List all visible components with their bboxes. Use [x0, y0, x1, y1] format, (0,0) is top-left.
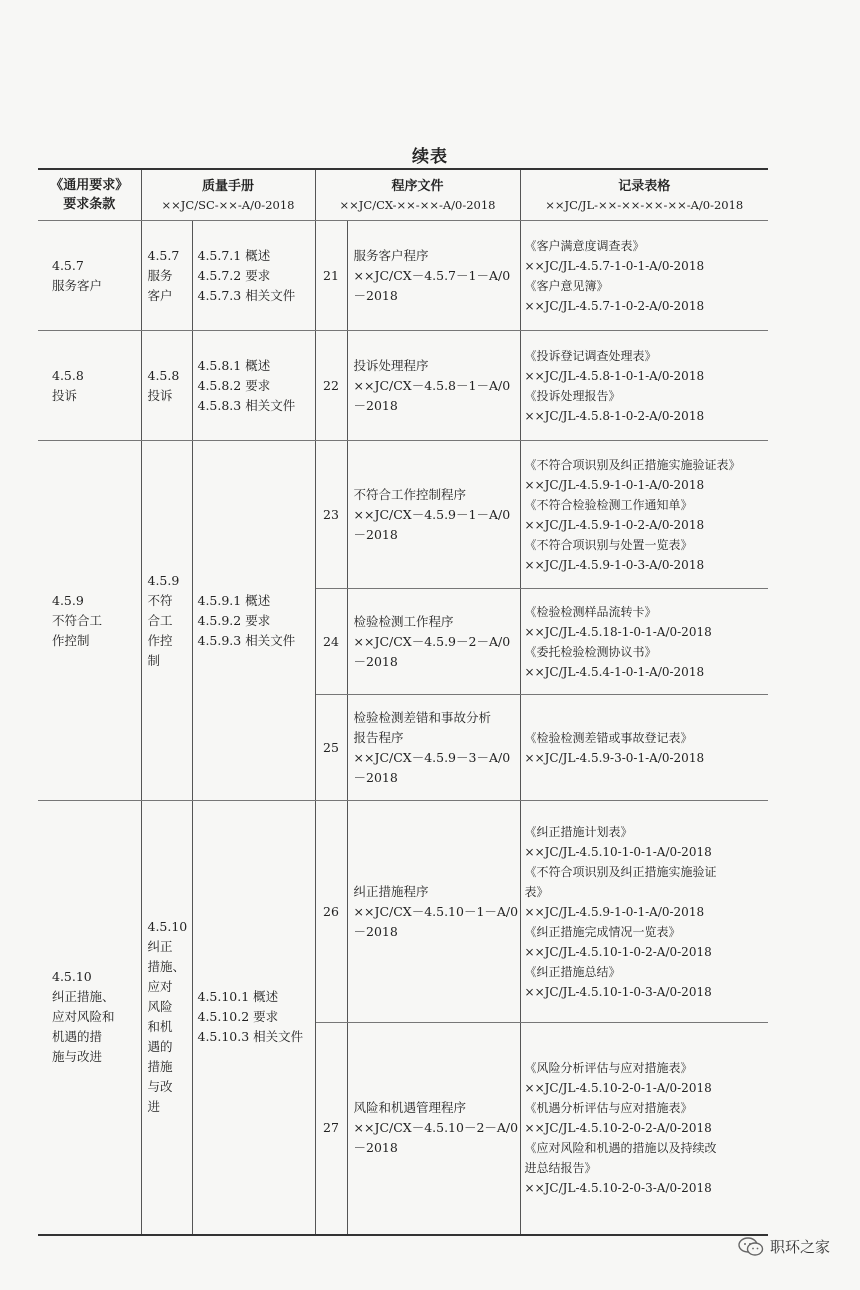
manual-code-text: 4.5.7	[147, 247, 180, 263]
clause-text: 4.5.7	[52, 257, 84, 273]
record-text: 《委托检验检测协议书》	[524, 644, 657, 659]
procedure-number: 21	[315, 221, 347, 331]
manual-code-text: 合工	[147, 612, 173, 628]
procedure-text: 纠正措施程序	[353, 883, 429, 899]
record-text: ××JC/JL-4.5.10-2-0-1-A/0-2018	[524, 1081, 712, 1096]
procedure-text: 检验检测工作程序	[353, 613, 454, 629]
clause-cell	[38, 441, 141, 801]
record-text: ××JC/JL-4.5.4-1-0-1-A/0-2018	[524, 664, 705, 679]
manual-code-text: 4.5.8	[147, 367, 180, 383]
clause-text: 作控制	[52, 632, 90, 648]
records-cell	[520, 331, 768, 441]
record-text: ××JC/JL-4.5.7-1-0-2-A/0-2018	[524, 298, 705, 313]
record-text: 《客户意见簿》	[524, 278, 609, 293]
record-text: 《投诉处理报告》	[524, 388, 621, 403]
procedure-text: ××JC/CX－4.5.10－1－A/0	[353, 903, 519, 919]
table-title: 续表	[412, 147, 448, 167]
procedure-cell	[347, 441, 520, 589]
manual-item-text: 4.5.8.2 要求	[197, 377, 271, 393]
record-text: 《应对风险和机遇的措施以及持续改	[524, 1141, 717, 1156]
procedure-text: －2018	[353, 526, 398, 542]
manual-item-text: 4.5.10.1 概述	[197, 989, 279, 1005]
record-text: 《不符合项识别与处置一览表》	[524, 537, 693, 552]
manual-code-text: 应对	[147, 979, 173, 995]
manual-code-text: 作控	[147, 632, 173, 648]
manual-item-text: 4.5.10.3 相关文件	[197, 1029, 304, 1045]
table-row	[38, 441, 768, 589]
manual-code-text: 4.5.10	[147, 919, 188, 935]
manual-code-text: 措施、	[147, 959, 186, 975]
record-text: ××JC/JL-4.5.9-3-0-1-A/0-2018	[524, 750, 705, 765]
procedure-cell	[347, 331, 520, 441]
record-text: 表》	[524, 884, 549, 899]
manual-code-text: 4.5.9	[147, 572, 180, 588]
manual-code-text: 服务	[147, 267, 173, 283]
procedure-text: 不符合工作控制程序	[353, 486, 467, 502]
procedure-number: 27	[315, 1023, 347, 1235]
manual-code-text: 制	[147, 652, 161, 668]
procedure-text: 投诉处理程序	[353, 357, 429, 373]
header-manual: 质量手册 ××JC/SC-××-A/0-2018	[141, 169, 315, 221]
record-text: ××JC/JL-4.5.9-1-0-1-A/0-2018	[524, 477, 705, 492]
clause-text: 纠正措施、	[52, 989, 115, 1005]
manual-item-text: 4.5.9.1 概述	[197, 592, 271, 608]
procedure-text: ××JC/CX－4.5.9－1－A/0	[353, 506, 511, 522]
manual-items-cell	[192, 221, 315, 331]
watermark-text: 职环之家	[769, 1238, 830, 1256]
record-text: 《机遇分析评估与应对措施表》	[524, 1101, 693, 1116]
procedure-cell	[347, 695, 520, 801]
records-cell	[520, 695, 768, 801]
table-row	[38, 221, 768, 331]
record-text: 《客户满意度调查表》	[524, 238, 645, 253]
record-text: 《检验检测差错或事故登记表》	[524, 730, 693, 745]
manual-code-text: 风险	[147, 999, 173, 1015]
records-cell	[520, 441, 768, 589]
manual-item-text: 4.5.8.3 相关文件	[197, 397, 296, 413]
record-text: 《检验检测样品流转卡》	[524, 604, 657, 619]
record-text: ××JC/JL-4.5.7-1-0-1-A/0-2018	[524, 258, 705, 273]
record-text: 进总结报告》	[524, 1161, 597, 1176]
clause-cell	[38, 221, 141, 331]
procedure-number: 22	[315, 331, 347, 441]
manual-code-text: 纠正	[147, 939, 173, 955]
manual-item-text: 4.5.7.2 要求	[197, 267, 271, 283]
header-row	[38, 169, 768, 221]
record-text: ××JC/JL-4.5.10-2-0-2-A/0-2018	[524, 1121, 712, 1136]
record-text: 《投诉登记调查处理表》	[524, 348, 657, 363]
procedure-text: 检验检测差错和事故分析	[353, 709, 492, 725]
header-procedure: 程序文件 ××JC/CX-××-××-A/0-2018	[315, 169, 520, 221]
record-text: ××JC/JL-4.5.10-1-0-3-A/0-2018	[524, 984, 712, 999]
procedure-number: 24	[315, 589, 347, 695]
procedure-text: －2018	[353, 287, 398, 303]
procedure-text: ××JC/CX－4.5.9－2－A/0	[353, 633, 511, 649]
clause-cell	[38, 801, 141, 1235]
procedure-text: －2018	[353, 1140, 398, 1156]
manual-code-text: 遇的	[147, 1039, 173, 1055]
procedure-cell	[347, 221, 520, 331]
manual-code-text: 不符	[147, 592, 173, 608]
procedure-cell	[347, 589, 520, 695]
manual-code-cell	[141, 221, 192, 331]
records-cell	[520, 801, 768, 1023]
procedure-text: －2018	[353, 397, 398, 413]
manual-code-text: 客户	[147, 287, 173, 303]
procedure-text: 风险和机遇管理程序	[353, 1100, 467, 1116]
manual-item-text: 4.5.7.1 概述	[197, 247, 271, 263]
record-text: 《不符合项识别及纠正措施实施验证表》	[524, 457, 741, 472]
procedure-text: ××JC/CX－4.5.7－1－A/0	[353, 267, 511, 283]
record-text: ××JC/JL-4.5.8-1-0-2-A/0-2018	[524, 408, 705, 423]
manual-item-text: 4.5.8.1 概述	[197, 357, 271, 373]
records-cell	[520, 589, 768, 695]
records-cell	[520, 221, 768, 331]
wechat-icon	[738, 1237, 764, 1257]
clause-text: 施与改进	[52, 1049, 103, 1065]
manual-items-cell	[192, 441, 315, 801]
procedure-number: 23	[315, 441, 347, 589]
record-text: 《纠正措施计划表》	[524, 824, 633, 839]
clause-text: 4.5.10	[52, 969, 92, 985]
record-text: ××JC/JL-4.5.18-1-0-1-A/0-2018	[524, 624, 712, 639]
document-table	[38, 168, 768, 1236]
procedure-cell	[347, 1023, 520, 1235]
manual-code-text: 投诉	[147, 387, 173, 403]
procedure-number: 25	[315, 695, 347, 801]
record-text: ××JC/JL-4.5.9-1-0-3-A/0-2018	[524, 557, 705, 572]
record-text: 《纠正措施总结》	[524, 964, 621, 979]
procedure-text: －2018	[353, 923, 398, 939]
manual-code-cell	[141, 801, 192, 1235]
clause-cell	[38, 331, 141, 441]
record-text: 《风险分析评估与应对措施表》	[524, 1061, 693, 1076]
record-text: ××JC/JL-4.5.9-1-0-1-A/0-2018	[524, 904, 705, 919]
clause-text: 服务客户	[52, 277, 103, 293]
manual-items-cell	[192, 801, 315, 1235]
manual-item-text: 4.5.9.2 要求	[197, 612, 271, 628]
manual-code-text: 和机	[147, 1019, 173, 1035]
manual-code-cell	[141, 441, 192, 801]
manual-items-cell	[192, 331, 315, 441]
record-text: ××JC/JL-4.5.8-1-0-1-A/0-2018	[524, 368, 705, 383]
procedure-text: －2018	[353, 769, 398, 785]
manual-item-text: 4.5.9.3 相关文件	[197, 632, 296, 648]
table-row	[38, 331, 768, 441]
procedure-text: ××JC/CX－4.5.9－3－A/0	[353, 749, 511, 765]
record-text: ××JC/JL-4.5.10-1-0-2-A/0-2018	[524, 944, 712, 959]
procedure-text: 服务客户程序	[353, 247, 429, 263]
record-text: 《不符合检验检测工作通知单》	[524, 497, 693, 512]
clause-text: 不符合工	[52, 612, 103, 628]
clause-text: 4.5.8	[52, 367, 84, 383]
procedure-text: ××JC/CX－4.5.8－1－A/0	[353, 377, 511, 393]
watermark	[738, 1236, 830, 1257]
record-text: ××JC/JL-4.5.9-1-0-2-A/0-2018	[524, 517, 705, 532]
clause-text: 机遇的措	[52, 1029, 103, 1045]
manual-code-text: 进	[147, 1099, 161, 1115]
procedure-cell	[347, 801, 520, 1023]
procedure-number: 26	[315, 801, 347, 1023]
procedure-text: 报告程序	[353, 729, 404, 745]
manual-item-text: 4.5.10.2 要求	[197, 1009, 279, 1025]
procedure-text: －2018	[353, 653, 398, 669]
record-text: 《纠正措施完成情况一览表》	[524, 924, 681, 939]
table-row	[38, 801, 768, 1023]
clause-text: 应对风险和	[52, 1009, 115, 1025]
manual-code-text: 措施	[147, 1059, 173, 1075]
manual-code-cell	[141, 331, 192, 441]
header-records: 记录表格 ××JC/JL-××-××-××-××-A/0-2018	[520, 169, 768, 221]
clause-text: 投诉	[52, 387, 78, 403]
record-text: ××JC/JL-4.5.10-1-0-1-A/0-2018	[524, 844, 712, 859]
record-text: ××JC/JL-4.5.10-2-0-3-A/0-2018	[524, 1181, 712, 1196]
header-clause: 《通用要求》 要求条款	[38, 169, 141, 221]
procedure-text: ××JC/CX－4.5.10－2－A/0	[353, 1120, 519, 1136]
records-cell	[520, 1023, 768, 1235]
manual-code-text: 与改	[147, 1079, 173, 1095]
record-text: 《不符合项识别及纠正措施实施验证	[524, 864, 717, 879]
manual-item-text: 4.5.7.3 相关文件	[197, 287, 296, 303]
clause-text: 4.5.9	[52, 592, 84, 608]
